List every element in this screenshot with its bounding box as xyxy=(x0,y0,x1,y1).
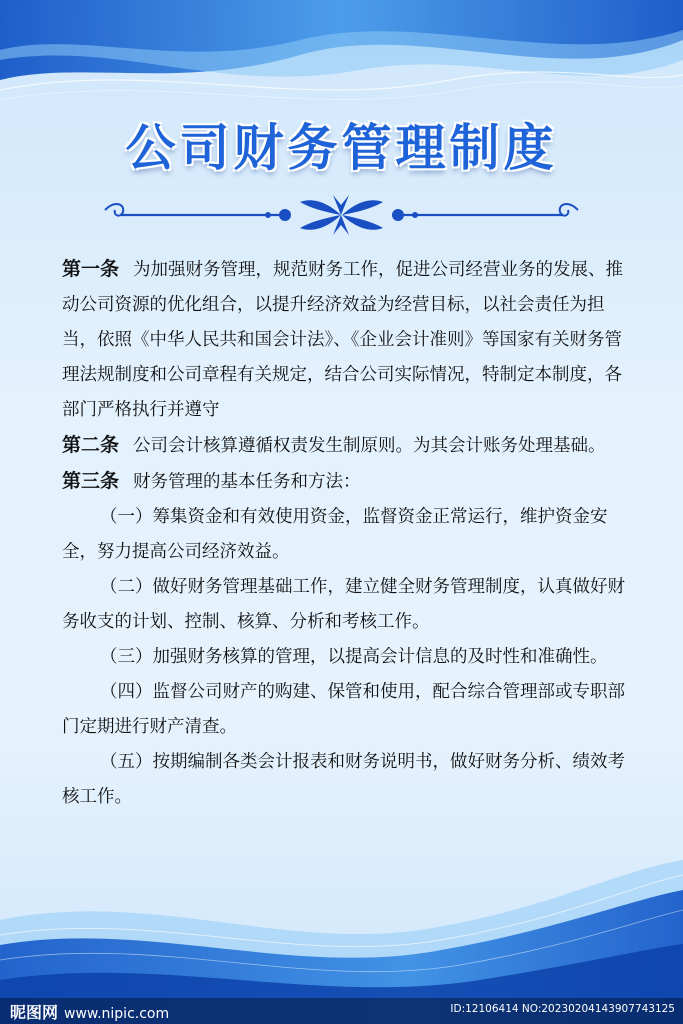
watermark-url: www.nipic.com xyxy=(64,1006,170,1022)
list-item: （五）按期编制各类会计报表和财务说明书，做好财务分析、绩效考核工作。 xyxy=(62,752,625,807)
article-text: 财务管理的基本任务和方法： xyxy=(133,472,361,492)
article-heading: 第一条 xyxy=(62,258,120,280)
watermark-id: ID:12106414 NO:20230204143907743125 xyxy=(450,1003,675,1015)
article-text: 公司会计核算遵循权责发生制原则。为其会计账务处理基础。 xyxy=(133,436,606,456)
watermark-logo: 昵图网 www.nipic.com xyxy=(10,1003,170,1022)
bottom-wave-decoration xyxy=(0,840,683,1024)
list-item: （二）做好财务管理基础工作，建立健全财务管理制度，认真做好财务收支的计划、控制、核算、分析和考核工作。 xyxy=(62,577,625,632)
divider-ornament-icon xyxy=(95,190,588,240)
list-item: （一）筹集资金和有效使用资金，监督资金正常运行，维护资金安全，努力提高公司经济效益。 xyxy=(62,507,608,562)
article-1 xyxy=(62,252,636,428)
list-item: （四）监督公司财产的购建、保管和使用，配合综合管理部或专职部门定期进行财产清查。 xyxy=(62,682,625,737)
article-heading: 第二条 xyxy=(62,434,120,456)
top-wave-decoration xyxy=(0,0,683,120)
article-3 xyxy=(62,464,636,500)
article-text: 为加强财务管理，规范财务工作，促进公司经营业务的发展、推动公司资源的优化组合，以提升经济效益为经营目标，以社会责任为担当，依照《中华人民共和国会计法》、《企业会计准则》等国家有关财务管理法规制度和公司章程有关规定，结合公司实际情况，特制定本制度，各部门严格执行并遵守 xyxy=(62,260,624,420)
watermark-bar xyxy=(0,998,683,1024)
regulation-body xyxy=(62,252,636,815)
page-title: 公司财务管理制度 xyxy=(125,119,558,177)
list-item: （三）加强财务核算的管理，以提高会计信息的及时性和准确性。 xyxy=(100,647,608,667)
article-heading: 第三条 xyxy=(62,470,120,492)
article-2 xyxy=(62,428,636,464)
